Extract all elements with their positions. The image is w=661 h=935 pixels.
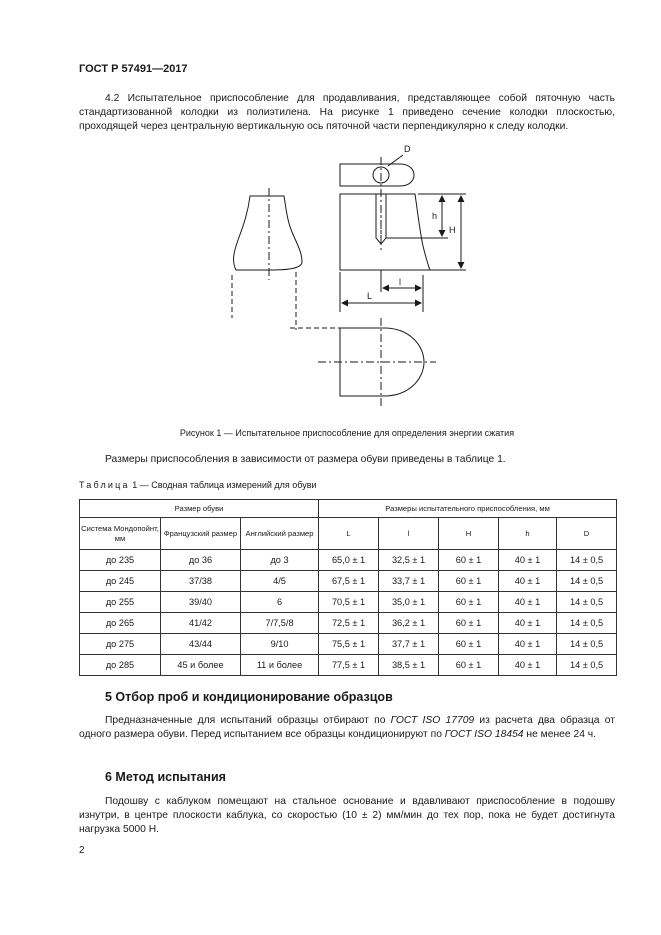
table-row [80, 571, 617, 592]
table-caption-title: 1 — Сводная таблица измерений для обуви [132, 480, 317, 490]
col-header-english: Английский размер [241, 518, 319, 550]
table-cell: 14 ± 0,5 [557, 655, 617, 676]
sizes-note [79, 453, 615, 467]
group-header-fixture-dims: Размеры испытательного приспособления, мм [319, 500, 617, 518]
table-cell: 40 ± 1 [499, 550, 557, 571]
table-cell: 60 ± 1 [439, 634, 499, 655]
table-group-header-row [80, 500, 617, 518]
table-cell: до 235 [80, 550, 161, 571]
section-6-text: Подошву с каблуком помещают на стальное основание и вдавливают приспособление в подошву изнутри, в центре плоскости каблука, со скоростью (10 ± 2) мм/мин до тех пор, пока не будет достигнута нагрузка 5000 Н. [79, 796, 615, 835]
col-header-L: L [319, 518, 379, 550]
table-cell: 38,5 ± 1 [379, 655, 439, 676]
table-cell: 40 ± 1 [499, 592, 557, 613]
last-side-profile [234, 196, 302, 270]
col-header-l: l [379, 518, 439, 550]
table-header-row [80, 518, 617, 550]
col-header-H: H [439, 518, 499, 550]
table-cell: 39/40 [161, 592, 241, 613]
table-cell: 43/44 [161, 634, 241, 655]
table-cell: 75,5 ± 1 [319, 634, 379, 655]
section-6-title: 6 Метод испытания [105, 770, 226, 784]
figure-1-drawing [0, 0, 661, 440]
col-header-D: D [557, 518, 617, 550]
table-caption [79, 480, 317, 490]
table-cell: до 3 [241, 550, 319, 571]
table-cell: 14 ± 0,5 [557, 634, 617, 655]
table-cell: 45 и более [161, 655, 241, 676]
table-cell: до 285 [80, 655, 161, 676]
col-header-mondopoint: Система Мондопойнт, мм [80, 518, 161, 550]
measurement-table [79, 499, 617, 676]
table-cell: до 245 [80, 571, 161, 592]
page-number: 2 [79, 845, 85, 856]
section-5-paragraph [79, 714, 615, 742]
table-row [80, 655, 617, 676]
section-5-text-1: Предназначенные для испытаний образцы отбирают по [105, 715, 391, 726]
section-4-2-text: 4.2 Испытательное приспособление для продавливания, представляющее собой пяточную часть стандартизованной колодки из полиэтилена. На рисунке 1 приведено сечение колодки плоскостью, проходящей через центральную вертикальную ось пяточной части перпендикулярно к следу колодки. [79, 93, 615, 132]
table-cell: 70,5 ± 1 [319, 592, 379, 613]
table-cell: 11 и более [241, 655, 319, 676]
table-cell: 14 ± 0,5 [557, 550, 617, 571]
table-cell: 72,5 ± 1 [319, 613, 379, 634]
top-view-block [340, 164, 414, 186]
table-cell: 65,0 ± 1 [319, 550, 379, 571]
table-caption-prefix: Таблица [79, 480, 130, 490]
label-l: l [399, 277, 401, 287]
table-row [80, 592, 617, 613]
table-cell: 40 ± 1 [499, 613, 557, 634]
table-cell: 33,7 ± 1 [379, 571, 439, 592]
section-6-paragraph [79, 795, 615, 837]
table-row [80, 550, 617, 571]
label-h: h [432, 211, 438, 221]
table-row [80, 613, 617, 634]
section-5-text-2: из расчета два образца от одного размера обуви. Перед испытанием все образцы кондиционируют по [79, 715, 615, 740]
table-cell: 37,7 ± 1 [379, 634, 439, 655]
table-cell: 40 ± 1 [499, 571, 557, 592]
table-cell: 37/38 [161, 571, 241, 592]
table-cell: 40 ± 1 [499, 634, 557, 655]
figure-caption: Рисунок 1 — Испытательное приспособление для определения энергии сжатия [179, 428, 515, 438]
table-cell: 60 ± 1 [439, 571, 499, 592]
table-cell: 14 ± 0,5 [557, 571, 617, 592]
table-cell: 14 ± 0,5 [557, 592, 617, 613]
table-cell: 60 ± 1 [439, 592, 499, 613]
table-cell: до 275 [80, 634, 161, 655]
col-header-french: Французский размер [161, 518, 241, 550]
table-cell: до 36 [161, 550, 241, 571]
document-header: ГОСТ Р 57491—2017 [79, 63, 188, 75]
table-cell: 60 ± 1 [439, 613, 499, 634]
table-cell: 9/10 [241, 634, 319, 655]
group-header-shoe-size: Размер обуви [80, 500, 319, 518]
table-cell: 35,0 ± 1 [379, 592, 439, 613]
label-L: L [367, 291, 373, 301]
table-cell: 77,5 ± 1 [319, 655, 379, 676]
table-cell: до 255 [80, 592, 161, 613]
table-cell: 14 ± 0,5 [557, 613, 617, 634]
label-H: H [449, 225, 456, 235]
table-cell: 60 ± 1 [439, 655, 499, 676]
table-cell: 32,5 ± 1 [379, 550, 439, 571]
table-cell: 6 [241, 592, 319, 613]
table-cell: 41/42 [161, 613, 241, 634]
section-5-ref-2: ГОСТ ISO 18454 [444, 729, 524, 740]
table-cell: 60 ± 1 [439, 550, 499, 571]
sizes-note-text: Размеры приспособления в зависимости от размера обуви приведены в таблице 1. [105, 454, 506, 465]
table-cell: 4/5 [241, 571, 319, 592]
label-D: D [404, 144, 411, 154]
table-cell: 67,5 ± 1 [319, 571, 379, 592]
table-cell: 40 ± 1 [499, 655, 557, 676]
fixture-front-view [340, 194, 430, 270]
table-row [80, 634, 617, 655]
col-header-h: h [499, 518, 557, 550]
section-5-title: 5 Отбор проб и кондиционирование образцов [105, 690, 393, 704]
section-5-text-3: не менее 24 ч. [523, 729, 597, 740]
table-cell: 7/7,5/8 [241, 613, 319, 634]
table-cell: до 265 [80, 613, 161, 634]
section-5-ref-1: ГОСТ ISO 17709 [390, 715, 475, 726]
table-cell: 36,2 ± 1 [379, 613, 439, 634]
